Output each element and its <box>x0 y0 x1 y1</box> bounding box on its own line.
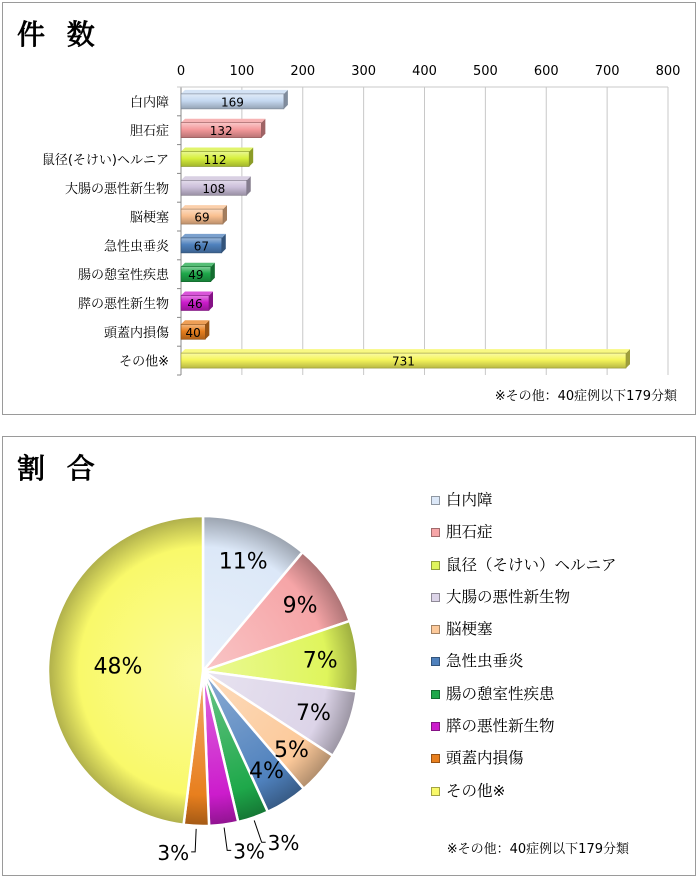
bar-tick-label: 500 <box>472 64 498 79</box>
bar-marks <box>181 90 630 369</box>
bar-tick-label: 600 <box>533 64 559 79</box>
legend-label: 脳梗塞 <box>446 620 493 639</box>
pie-percent-label: 9% <box>282 593 318 619</box>
pie-percent-label: 11% <box>218 549 268 575</box>
legend-label: 膵の悪性新生物 <box>446 717 555 736</box>
legend-swatch <box>431 561 440 570</box>
legend-swatch <box>431 625 440 634</box>
legend-item <box>431 586 617 618</box>
legend-label: 大腸の悪性新生物 <box>446 587 571 606</box>
legend-swatch <box>431 593 440 602</box>
bar-value-label: 46 <box>187 297 203 311</box>
bar-top <box>181 205 227 209</box>
legend-swatch <box>431 528 440 537</box>
bar-value-label: 108 <box>202 181 226 196</box>
pie-percent-label: 5% <box>274 737 309 763</box>
legend-swatch <box>431 496 440 505</box>
legend-swatch <box>431 754 440 763</box>
pie-percent-label: 3% <box>157 840 190 865</box>
bar-value-label: 169 <box>220 95 244 110</box>
pie-percent-label: 3% <box>267 831 300 856</box>
bar-tick-labels <box>177 64 681 79</box>
legend-label: 鼠径（そけい）ヘルニア <box>446 555 617 574</box>
legend-item <box>431 521 617 553</box>
pie-percent-label: 4% <box>249 759 284 785</box>
legend-item <box>431 715 617 747</box>
bar-value-label: 132 <box>209 124 233 139</box>
legend-label: 急性虫垂炎 <box>446 652 524 671</box>
legend-item <box>431 683 617 715</box>
bar-value-label: 40 <box>185 325 201 340</box>
pie-percent-label: 7% <box>295 701 331 727</box>
legend-label: 腸の憩室性疾患 <box>446 684 555 703</box>
bar-category-label: その他※ <box>119 354 169 370</box>
bar-tick-label: 300 <box>351 64 377 79</box>
legend-swatch <box>431 690 440 699</box>
bar-top <box>181 176 251 180</box>
bar-tick-label: 200 <box>290 64 316 79</box>
bar-top <box>181 119 265 123</box>
legend-label: 頭蓋内損傷 <box>446 749 524 768</box>
bar-category-label: 白内障 <box>129 95 169 111</box>
bar-top <box>181 320 209 324</box>
legend-swatch <box>431 657 440 666</box>
legend-label: 胆石症 <box>446 523 493 542</box>
bar-top <box>181 263 215 267</box>
legend-item <box>431 489 617 521</box>
bar-category-label: 急性虫垂炎 <box>103 239 169 255</box>
bar-chart-panel <box>2 2 696 415</box>
bar-top <box>181 292 213 296</box>
pie-chart-title: 割 合 <box>17 452 101 485</box>
bar-top <box>181 234 226 238</box>
bar-chart-note: ※その他：40症例以下179分類 <box>494 389 677 404</box>
bar-tick-label: 800 <box>655 64 681 79</box>
bar-chart <box>3 3 695 414</box>
pie-percent-label: 3% <box>233 839 265 864</box>
legend-label: 白内障 <box>446 491 493 509</box>
pie-percent-label: 48% <box>93 654 143 680</box>
bar-value-label: 49 <box>188 268 204 283</box>
pie-leader-line <box>191 829 196 852</box>
pie-leader-line <box>224 828 231 851</box>
legend-item <box>431 618 617 650</box>
bar-value-label: 731 <box>392 354 415 369</box>
legend-item <box>431 650 617 682</box>
bar-tick-label: 100 <box>229 64 255 79</box>
pie-legend <box>431 489 617 812</box>
bar-category-label: 膵の悪性新生物 <box>77 297 169 312</box>
bar-category-labels <box>42 94 170 369</box>
bar-chart-title: 件 数 <box>17 18 101 51</box>
bar-top <box>181 349 630 353</box>
legend-item <box>431 554 617 586</box>
legend-label: その他※ <box>446 781 506 800</box>
legend-item <box>431 747 617 779</box>
bar-category-label: 胆石症 <box>129 124 169 140</box>
bar-top <box>181 90 288 94</box>
bar-tick-label: 700 <box>594 64 620 79</box>
pie-percent-label: 7% <box>302 648 338 674</box>
bar-tick-label: 400 <box>412 64 437 79</box>
pie-chart-note: ※その他：40症例以下179分類 <box>446 842 629 857</box>
legend-swatch <box>431 787 440 796</box>
pie-chart-panel <box>2 436 696 876</box>
bar-tick-label: 0 <box>176 64 186 79</box>
bar-category-label: 頭蓋内損傷 <box>103 325 169 341</box>
bar-category-label: 腸の憩室性疾患 <box>77 268 169 284</box>
bar-category-label: 大腸の悪性新生物 <box>64 181 169 197</box>
bar-category-label: 鼠径(そけい)ヘルニア <box>41 153 169 168</box>
bar-value-label: 112 <box>203 153 227 167</box>
bar-category-label: 脳梗塞 <box>129 210 169 226</box>
bar-value-label: 67 <box>193 239 210 254</box>
bar-value-label: 69 <box>194 210 210 225</box>
legend-item <box>431 780 617 812</box>
bar-top <box>181 148 253 152</box>
legend-swatch <box>431 722 440 731</box>
